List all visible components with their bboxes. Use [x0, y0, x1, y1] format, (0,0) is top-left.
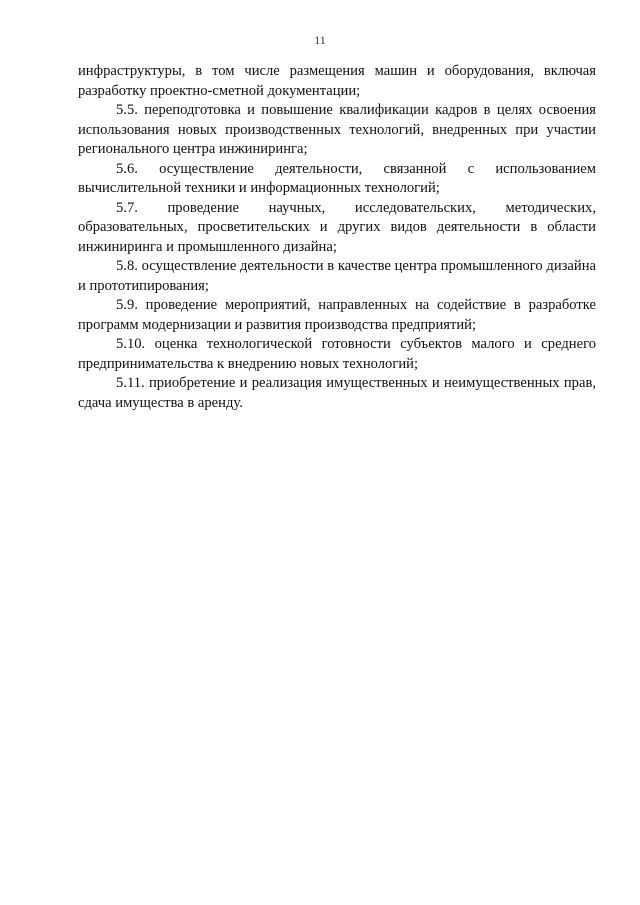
paragraph-5-11: 5.11. приобретение и реализация имущественных и неимущественных прав, сдача имущества в аренду. [78, 375, 596, 411]
paragraph-5-10: 5.10. оценка технологической готовности субъектов малого и среднего предпринимательства к внедрению новых технологий; [78, 336, 596, 372]
paragraph-5-9: 5.9. проведение мероприятий, направленных на содействие в разработке программ модернизации и развития производства предприятий; [78, 297, 596, 333]
document-body [78, 62, 596, 413]
page-number: 11 [314, 33, 326, 47]
paragraph-5-8: 5.8. осуществление деятельности в качестве центра промышленного дизайна и прототипирования; [78, 258, 596, 294]
paragraph-5-5: 5.5. переподготовка и повышение квалификации кадров в целях освоения использования новых производственных технологий, внедренных при участии регионального центра инжиниринга; [78, 102, 596, 157]
paragraph-5-7: 5.7. проведение научных, исследовательских, методических, образовательных, просветительских и других видов деятельности в области инжиниринга и промышленного дизайна; [78, 199, 596, 255]
paragraph-5-6: 5.6. осуществление деятельности, связанной с использованием вычислительной техники и информационных технологий; [78, 160, 596, 196]
paragraph-continuation: инфраструктуры, в том числе размещения машин и оборудования, включая разработку проектно-сметной документации; [78, 63, 596, 99]
